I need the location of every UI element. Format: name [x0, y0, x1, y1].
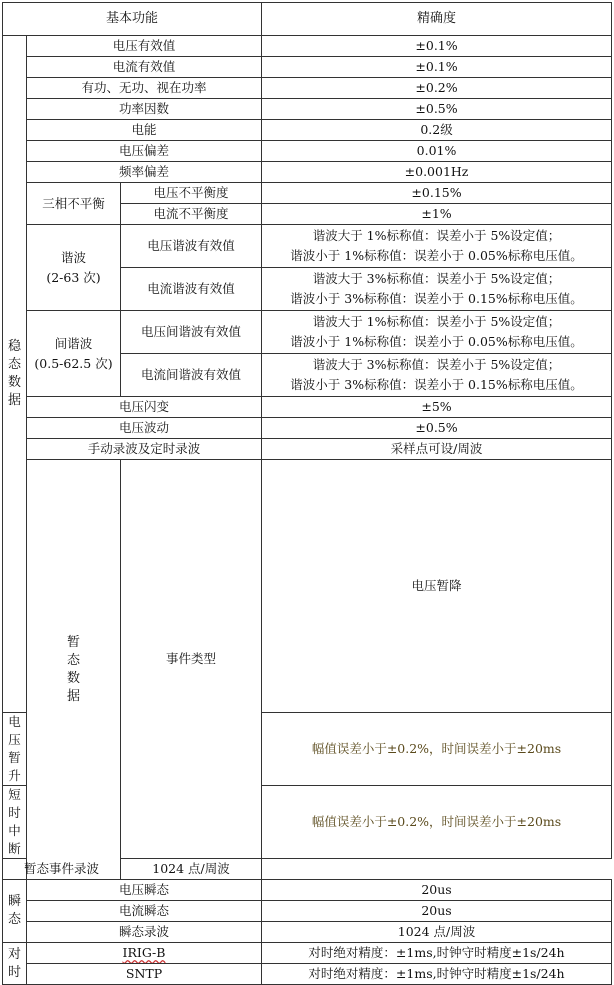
table-row — [3, 901, 612, 922]
accuracy-spec-table — [2, 2, 612, 985]
table-row — [3, 183, 612, 204]
table-row — [3, 78, 612, 99]
category-instant-char: 瞬 — [7, 894, 21, 909]
label-instant-recording: 瞬态录波 — [27, 922, 262, 943]
table-row — [3, 418, 612, 439]
label-unbalance-group: 三相不平衡 — [27, 183, 121, 225]
category-steady-char: 据 — [7, 393, 21, 408]
category-transient-char: 暂 — [66, 634, 80, 650]
label-power: 有功、无功、视在功率 — [27, 78, 262, 99]
current-interharmonic-line2: 谐波小于 3%标称值：误差小于 0.15%标称电压值。 — [290, 377, 583, 392]
category-timesync — [3, 943, 27, 985]
current-interharmonic-line1: 谐波大于 3%标称值：误差小于 5%设定值； — [312, 357, 561, 372]
category-timesync-char: 时 — [7, 964, 21, 980]
label-power-factor: 功率因数 — [27, 99, 262, 120]
interharmonic-group-line2: (0.5-62.5 次) — [34, 355, 113, 371]
value-fluctuation: ±0.5% — [262, 418, 612, 439]
table-row — [3, 397, 612, 418]
table-row — [3, 120, 612, 141]
category-timesync-char: 对 — [7, 946, 21, 962]
label-short-interruption: 短时中断 — [3, 786, 27, 859]
label-current-harmonic: 电流谐波有效值 — [121, 268, 262, 311]
category-steady-char: 数 — [7, 375, 21, 390]
category-steady-char: 态 — [7, 357, 21, 372]
label-transient-recording: 暂态事件录波 — [3, 859, 121, 880]
category-transient-char: 据 — [66, 688, 80, 704]
label-flicker: 电压闪变 — [27, 397, 262, 418]
value-voltage-rms: ±0.1% — [262, 36, 612, 57]
category-instant-char: 态 — [7, 912, 21, 927]
interharmonic-group-line1: 间谐波 — [54, 335, 93, 351]
voltage-interharmonic-line1: 谐波大于 1%标称值：误差小于 5%设定值； — [312, 314, 561, 329]
table-header-row — [3, 3, 612, 36]
value-energy: 0.2级 — [262, 120, 612, 141]
category-instant — [3, 880, 27, 943]
value-transient-recording: 1024 点/周波 — [121, 859, 262, 880]
value-sntp: 对时绝对精度：±1ms,时钟守时精度±1s/24h — [262, 964, 612, 985]
value-frequency-deviation: ±0.001Hz — [262, 162, 612, 183]
table-row — [3, 57, 612, 78]
table-row — [3, 880, 612, 901]
value-voltage-swell: 幅值误差小于±0.2%，时间误差小于±20ms — [262, 713, 612, 786]
harmonic-group-line2: (2-63 次) — [46, 269, 101, 285]
table-row — [3, 922, 612, 943]
table-row — [3, 943, 612, 964]
value-voltage-unbalance: ±0.15% — [262, 183, 612, 204]
value-short-interruption: 幅值误差小于±0.2%，时间误差小于±20ms — [262, 786, 612, 859]
value-steady-recording: 采样点可设/周波 — [262, 439, 612, 460]
category-steady — [3, 36, 27, 713]
label-voltage-rms: 电压有效值 — [27, 36, 262, 57]
label-voltage-instant: 电压瞬态 — [27, 880, 262, 901]
voltage-harmonic-line1: 谐波大于 1%标称值：误差小于 5%设定值； — [312, 228, 561, 243]
table-row — [3, 460, 612, 713]
table-row — [3, 36, 612, 57]
value-current-interharmonic — [262, 354, 612, 397]
current-harmonic-line1: 谐波大于 3%标称值：误差小于 5%设定值； — [312, 271, 561, 286]
value-voltage-deviation: 0.01% — [262, 141, 612, 162]
label-harmonic-group — [27, 225, 121, 311]
value-power: ±0.2% — [262, 78, 612, 99]
category-transient-char: 态 — [66, 652, 80, 668]
value-voltage-harmonic — [262, 225, 612, 268]
harmonic-group-line1: 谐波 — [60, 249, 86, 265]
voltage-harmonic-line2: 谐波小于 1%标称值：误差小于 0.05%标称电压值。 — [290, 248, 583, 263]
value-current-rms: ±0.1% — [262, 57, 612, 78]
label-irig-b — [27, 943, 262, 964]
label-voltage-swell: 电压暂升 — [3, 713, 27, 786]
label-steady-recording: 手动录波及定时录波 — [27, 439, 262, 460]
label-current-instant: 电流瞬态 — [27, 901, 262, 922]
label-event-type: 事件类型 — [121, 460, 262, 859]
label-voltage-sag: 电压暂降 — [262, 460, 612, 713]
table-row — [3, 859, 612, 880]
label-current-rms: 电流有效值 — [27, 57, 262, 78]
category-steady-char: 稳 — [7, 339, 21, 354]
value-current-harmonic — [262, 268, 612, 311]
category-transient — [27, 460, 121, 880]
irig-b-text: IRIG-B — [122, 945, 166, 960]
value-voltage-instant: 20us — [262, 880, 612, 901]
label-interharmonic-group — [27, 311, 121, 397]
label-sntp: SNTP — [27, 964, 262, 985]
value-current-instant: 20us — [262, 901, 612, 922]
label-current-unbalance: 电流不平衡度 — [121, 204, 262, 225]
category-transient-char: 数 — [66, 670, 80, 686]
header-accuracy: 精确度 — [262, 3, 612, 36]
current-harmonic-line2: 谐波小于 3%标称值：误差小于 0.15%标称电压值。 — [290, 291, 583, 306]
table-row — [3, 311, 612, 354]
table-row — [3, 439, 612, 460]
table-row — [3, 964, 612, 985]
value-current-unbalance: ±1% — [262, 204, 612, 225]
table-row — [3, 225, 612, 268]
table-row — [3, 141, 612, 162]
header-function: 基本功能 — [3, 3, 262, 36]
label-voltage-interharmonic: 电压间谐波有效值 — [121, 311, 262, 354]
table-row — [3, 99, 612, 120]
value-instant-recording: 1024 点/周波 — [262, 922, 612, 943]
voltage-interharmonic-line2: 谐波小于 1%标称值：误差小于 0.05%标称电压值。 — [290, 334, 583, 349]
table-row — [3, 162, 612, 183]
label-fluctuation: 电压波动 — [27, 418, 262, 439]
label-frequency-deviation: 频率偏差 — [27, 162, 262, 183]
label-voltage-deviation: 电压偏差 — [27, 141, 262, 162]
value-power-factor: ±0.5% — [262, 99, 612, 120]
label-voltage-unbalance: 电压不平衡度 — [121, 183, 262, 204]
label-energy: 电能 — [27, 120, 262, 141]
label-voltage-harmonic: 电压谐波有效值 — [121, 225, 262, 268]
value-irig-b: 对时绝对精度：±1ms,时钟守时精度±1s/24h — [262, 943, 612, 964]
value-flicker: ±5% — [262, 397, 612, 418]
value-voltage-interharmonic — [262, 311, 612, 354]
label-current-interharmonic: 电流间谐波有效值 — [121, 354, 262, 397]
